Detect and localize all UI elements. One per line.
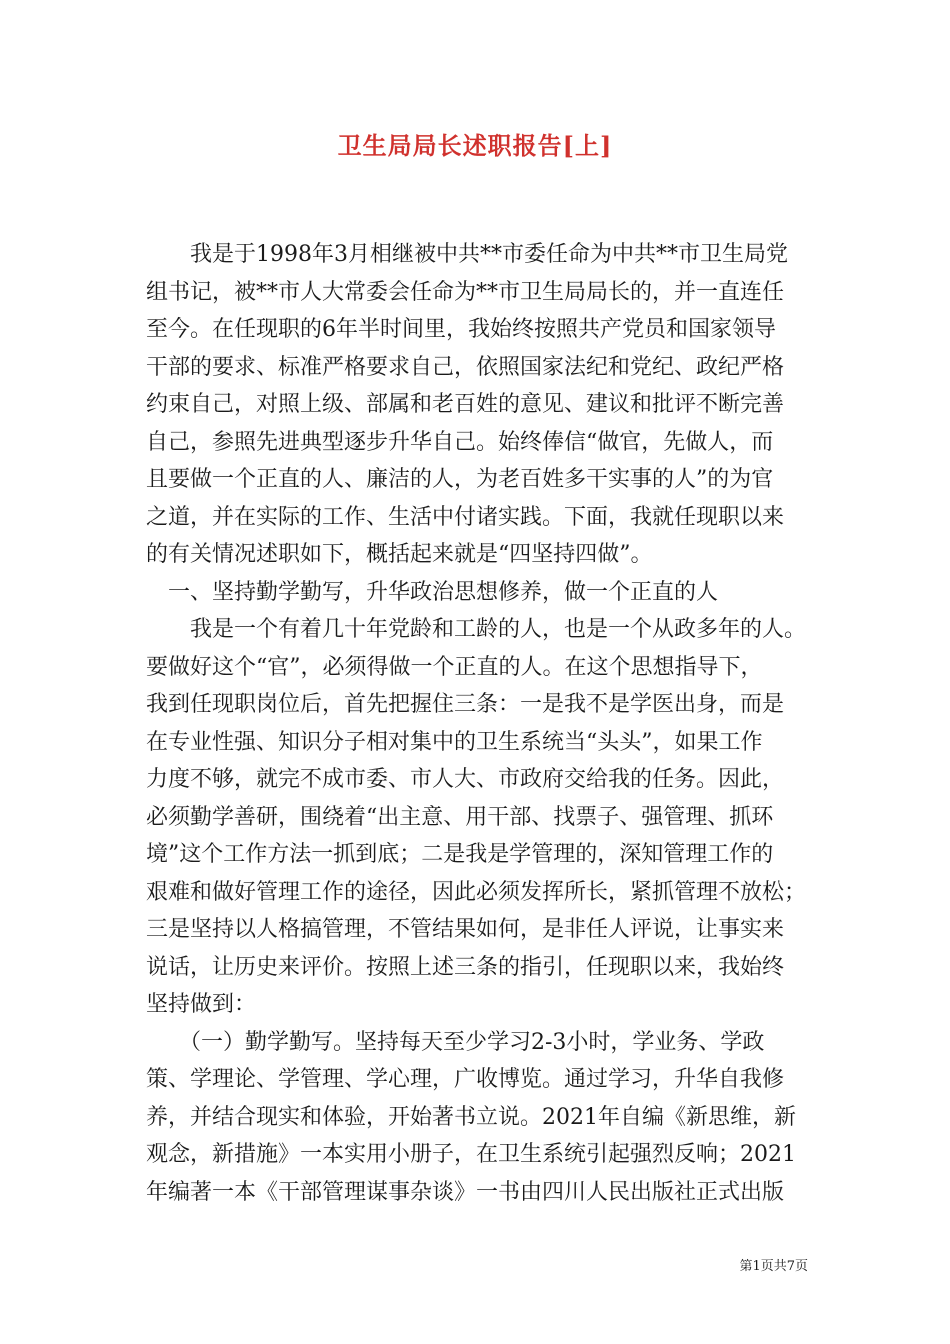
text-line: 约束自己，对照上级、部属和老百姓的意见、建议和批评不断完善	[146, 392, 785, 417]
text-line: 且要做一个正直的人、廉洁的人，为老百姓多干实事的人”的为官	[146, 467, 774, 492]
text-line: 一、坚持勤学勤写，升华政治思想修养，做一个正直的人	[146, 579, 719, 605]
text-line: 要做好这个“官”，必须得做一个正直的人。在这个思想指导下，	[146, 654, 763, 680]
text-line: 坚持做到：	[146, 992, 257, 1017]
document-title: 卫生局局长述职报告[上]	[337, 131, 613, 160]
text-line: 我是一个有着几十年党龄和工龄的人，也是一个从政多年的人。	[146, 617, 807, 642]
text-line: （一）勤学勤写。坚持每天至少学习2-3小时，学业务、学政	[146, 1029, 765, 1055]
text-line: 之道，并在实际的工作、生活中付诸实践。下面，我就任现职以来	[146, 504, 785, 530]
text-line: 养，并结合现实和体验，开始著书立说。2021年自编《新思维，新	[146, 1104, 796, 1130]
text-line: 我到任现职岗位后，首先把握住三条：一是我不是学医出身，而是	[146, 692, 785, 717]
text-line: 至今。在任现职的6年半时间里，我始终按照共产党员和国家领导	[146, 317, 776, 342]
text-line: 在专业性强、知识分子相对集中的卫生系统当“头头”，如果工作	[146, 729, 763, 755]
text-line: 三是坚持以人格搞管理，不管结果如何，是非任人评说，让事实来	[146, 917, 785, 942]
document-body	[146, 236, 826, 1211]
text-line: 策、学理论、学管理、学心理，广收博览。通过学习，升华自我修	[146, 1067, 785, 1092]
text-line: 自己，参照先进典型逐步升华自己。始终俸信“做官，先做人，而	[146, 429, 774, 455]
text-line: 境”这个工作方法一抓到底；二是我是学管理的，深知管理工作的	[146, 842, 774, 867]
text-line: 我是于1998年3月相继被中共**市委任命为中共**市卫生局党	[146, 242, 788, 267]
text-line: 必须勤学善研，围绕着“出主意、用干部、找票子、强管理、抓环	[146, 804, 774, 830]
text-line: 力度不够，就完不成市委、市人大、市政府交给我的任务。因此，	[146, 767, 785, 792]
text-line: 说话，让历史来评价。按照上述三条的指引，任现职以来，我始终	[146, 954, 785, 980]
text-line: 的有关情况述职如下，概括起来就是“四坚持四做”。	[146, 542, 653, 567]
page-number-footer: 第1页共7页	[739, 1259, 808, 1274]
text-line: 干部的要求、标准严格要求自己，依照国家法纪和党纪、政纪严格	[146, 354, 785, 380]
text-line: 组书记，被**市人大常委会任命为**市卫生局局长的，并一直连任	[146, 279, 785, 305]
text-line: 观念，新措施》一本实用小册子，在卫生系统引起强烈反响；2021	[146, 1142, 796, 1167]
text-line: 艰难和做好管理工作的途径，因此必须发挥所长，紧抓管理不放松；	[146, 879, 807, 905]
text-line: 年编著一本《干部管理谋事杂谈》一书由四川人民出版社正式出版	[146, 1179, 785, 1205]
